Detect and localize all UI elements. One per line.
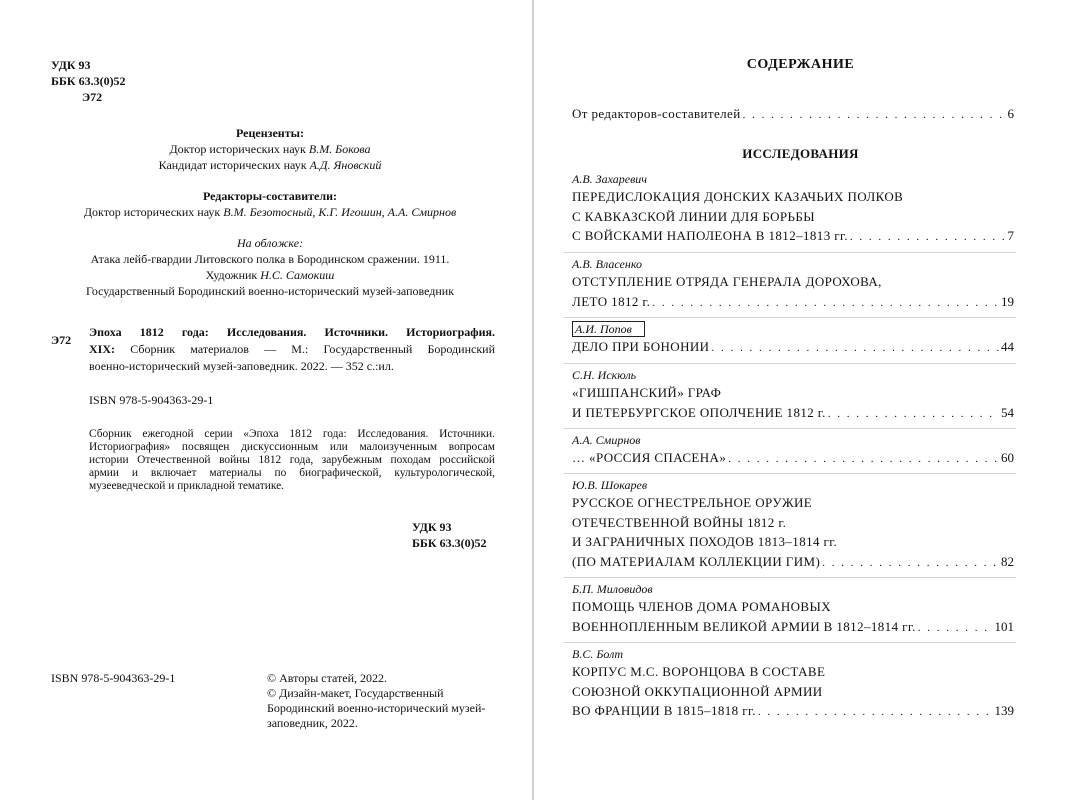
entry-author: Б.П. Миловидов [572,582,653,596]
artist-label: Художник [205,268,258,282]
entry-divider [564,473,1016,474]
classification-block-bottom [412,520,487,552]
entry-author: А.В. Власенко [572,257,642,271]
leader-dots [828,405,999,425]
isbn-middle: ISBN 978-5-904363-29-1 [89,393,214,407]
editors-title: Доктор исторических наук [83,205,221,219]
entry-title-line: РУССКОЕ ОГНЕСТРЕЛЬНОЕ ОРУЖИЕ [572,495,813,510]
cover-info-block [40,236,500,298]
contents-title: СОДЕРЖАНИЕ [746,57,855,72]
toc-entry [572,321,1014,357]
imprint-page [0,0,533,800]
annotation-line: истории Отечественной войны 1812 года, зарубежным походам российской [89,454,495,466]
udk-code: УДК 93 [51,58,91,72]
reviewer-2-name: А.Д. Яновский [309,158,382,172]
udk-code-bottom: УДК 93 [412,520,452,534]
bbk-code-bottom: ББК 63.3(0)52 [412,536,487,550]
entry-divider [564,642,1016,643]
entry-title-line: ОТСТУПЛЕНИЕ ОТРЯДА ГЕНЕРАЛА ДОРОХОВА, [572,274,882,289]
page-number: 7 [1007,228,1014,243]
preface-entry [572,104,1014,124]
editors-names: В.М. Безотосный, К.Г. Игошин, А.А. Смирнов [223,205,457,219]
editors-heading: Редакторы-составители: [202,189,338,203]
entry-title-line: ПЕРЕДИСЛОКАЦИЯ ДОНСКИХ КАЗАЧЬИХ ПОЛКОВ [572,189,904,204]
page-number: 139 [994,703,1014,718]
leader-dots [652,294,999,314]
annotation-line: Историография» посвящен дискуссионным или малоизученным вопросам [89,441,495,453]
page-number: 44 [1001,339,1014,354]
entry-divider [564,577,1016,578]
entry-title-line: ОТЕЧЕСТВЕННОЙ ВОЙНЫ 1812 г. [572,514,787,530]
reviewers-heading: Рецензенты: [236,126,304,140]
entry-divider [564,252,1016,253]
toc-entry [572,477,1014,571]
annotation-line: музееведческой и прикладной тематике. [89,480,285,492]
catalog-line-3: военно-исторический музей-заповедник. 2022. — 352 с.:ил. [89,359,394,373]
entry-author: А.А. Смирнов [572,433,641,447]
entry-title-line: (ПО МАТЕРИАЛАМ КОЛЛЕКЦИИ ГИМ) [572,553,821,569]
reviewer-1-name: В.М. Бокова [308,142,371,156]
annotation-line: армии и включает материалы по биографической, культурологической, [89,467,495,479]
cover-museum: Государственный Бородинский военно-исторический музей-заповедник [85,284,455,298]
toc-entry [572,432,1014,468]
leader-dots [711,339,999,359]
entry-title-line: ВОЕННОПЛЕННЫМ ВЕЛИКОЙ АРМИИ В 1812–1814 гг. [572,618,916,634]
reviewer-2-title: Кандидат исторических наук [158,158,307,172]
entry-author: А.В. Захаревич [572,172,648,186]
toc-entry [572,171,1014,246]
leader-dots [743,106,1006,126]
copyright-line: Бородинский военно-исторический музей- [267,701,486,715]
section-heading: ИССЛЕДОВАНИЯ [742,146,859,161]
entry-title-line: ЛЕТО 1812 г. [572,293,651,309]
entry-title-line: СОЮЗНОЙ ОККУПАЦИОННОЙ АРМИИ [572,683,823,699]
page-number: 54 [1001,404,1014,420]
annotation [89,428,495,493]
page-number: 101 [994,618,1014,634]
entry-title-line: ВО ФРАНЦИИ В 1815–1818 гг. [572,703,756,718]
entry-divider [564,363,1016,364]
artist-name: Н.С. Самокиш [260,268,335,282]
entry-divider [564,428,1016,429]
entry-divider [564,317,1016,318]
author-sign: Э72 [82,90,103,104]
entry-author: А.И. Попов [572,321,645,337]
leader-dots [758,703,993,723]
page-number: 82 [1001,553,1014,569]
bbk-code: ББК 63.3(0)52 [51,74,126,88]
catalog-line-2: Сборник материалов — М.: Государственный Бородинский [130,342,495,356]
catalog-code: Э72 [51,333,72,347]
reviewers-block [40,126,500,172]
cover-heading: На обложке: [236,236,304,250]
entry-title-line: И ЗАГРАНИЧНЫХ ПОХОДОВ 1813–1814 гг. [572,534,838,549]
entry-title-line: КОРПУС М.С. ВОРОНЦОВА В СОСТАВЕ [572,664,826,679]
toc-entry [572,581,1014,636]
copyright-block [267,671,507,731]
entry-title-line: «ГИШПАНСКИЙ» ГРАФ [572,385,722,400]
entry-title-line: ПОМОЩЬ ЧЛЕНОВ ДОМА РОМАНОВЫХ [572,599,832,614]
leader-dots [850,228,1006,248]
copyright-line: © Дизайн-макет, Государственный [267,686,444,700]
page-number: 60 [1001,450,1014,465]
page-number: 19 [1001,293,1014,309]
catalog-entry [89,325,495,373]
isbn-bottom: ISBN 978-5-904363-29-1 [51,671,176,685]
catalog-line-2-bold: XIX: [89,342,115,356]
entry-title-line: С КАВКАЗСКОЙ ЛИНИИ ДЛЯ БОРЬБЫ [572,208,816,224]
reviewer-1-title: Доктор исторических наук [169,142,306,156]
catalog-line-1: Эпоха 1812 года: Исследования. Источники. Историография. [89,325,495,339]
annotation-line: Сборник ежегодной серии «Эпоха 1812 года: Исследования. Источники. [89,428,495,440]
toc-entry [572,367,1014,422]
contents-page [534,0,1067,800]
preface-title: От редакторов-составителей [572,106,741,121]
toc-entry [572,646,1014,721]
cover-description: Атака лейб-гвардии Литовского полка в Бородинском сражении. 1911. [90,252,450,266]
editors-block [40,189,500,219]
entry-author: В.С. Болт [572,647,624,661]
entry-title-line: И ПЕТЕРБУРГСКОЕ ОПОЛЧЕНИЕ 1812 г. [572,404,826,420]
leader-dots [728,450,999,470]
entry-title-line: ДЕЛО ПРИ БОНОНИИ [572,339,710,354]
entry-title-line: С ВОЙСКАМИ НАПОЛЕОНА В 1812–1813 гг. [572,228,848,243]
page-number: 6 [1007,106,1014,121]
leader-dots [822,554,999,574]
leader-dots [918,619,993,639]
entry-title-line: … «РОССИЯ СПАСЕНА» [572,450,727,465]
toc-entry [572,256,1014,311]
entry-author: Ю.В. Шокарев [572,478,648,492]
entry-author: С.Н. Искюль [572,368,637,382]
classification-block-top [51,58,126,106]
copyright-line: © Авторы статей, 2022. [267,671,388,685]
copyright-line: заповедник, 2022. [267,716,358,730]
